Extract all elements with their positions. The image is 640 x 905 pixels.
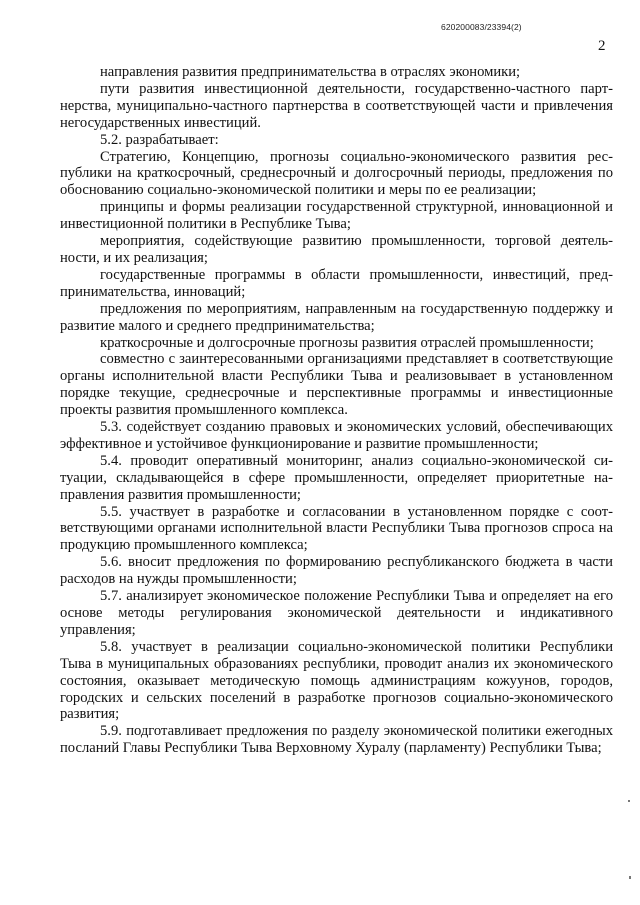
paragraph: пути развития инвестиционной деятельности, государственно-частного партнерства, муниципально-частного партнерства в соответствующей части и привлечения негосударственных инвестиций. (60, 80, 613, 131)
document-body (60, 64, 613, 757)
paragraph: 5.6. вносит предложения по формированию республиканского бюджета в части расходов на нужды промышленности; (60, 554, 613, 588)
paragraph: предложения по мероприятиям, направленным на государственную поддержку и развитие малого и среднего предпринимательства; (60, 300, 613, 334)
paragraph: 5.3. содействует созданию правовых и экономических условий, обеспечивающих эффективное и устойчивое функционирование и развитие промышленности; (60, 419, 613, 452)
scan-mark (628, 800, 630, 802)
paragraph: краткосрочные и долгосрочные прогнозы развития отраслей промышленности; (100, 334, 594, 351)
paragraph: 5.2. разрабатывает: (100, 131, 219, 148)
paragraph: государственные программы в области промышленности, инвестиций, предпринимательства, инноваций; (60, 266, 613, 300)
paragraph: 5.9. подготавливает предложения по разделу экономической политики ежегодных посланий Главы Республики Тыва Верховному Хуралу (парламенту) Республики Тыва; (60, 723, 613, 757)
paragraph: Стратегию, Концепцию, прогнозы социально-экономического развития республики на краткосрочный, среднесрочный и долгосрочный периоды, предложения по обоснованию социально-экономической политики и меры по ее реализации; (60, 148, 613, 199)
paragraph: принципы и формы реализации государственной структурной, инновационной и инвестиционной политики в Республике Тыва; (60, 199, 613, 233)
document-number: 620200083/23394(2) (441, 22, 522, 32)
paragraph: 5.8. участвует в реализации социально-экономической политики Республики Тыва в муниципальных образованиях республики, проводит анализ их экономического состояния, оказывает методическую помощь администрациям кожуунов, городов, городских и сельских поселений в разработке прогнозов социально-экономического развития; (60, 638, 613, 723)
paragraph: 5.5. участвует в разработке и согласовании в установленном порядке с соответствующими органами исполнительной власти Республики Тыва прогнозов спроса на продукцию промышленного комплекса; (60, 503, 613, 554)
paragraph: совместно с заинтересованными организациями представляет в соответствующие органы исполнительной власти Республики Тыва и реализовывает в установленном порядке текущие, среднесрочные и перспективные программы и инвестиционные проекты развития промышленного комплекса. (60, 351, 613, 419)
paragraph: мероприятия, содействующие развитию промышленности, торговой деятельности, и их реализация; (60, 233, 613, 266)
scan-mark (629, 876, 631, 879)
paragraph: 5.4. проводит оперативный мониторинг, анализ социально-экономической ситуации, складывающейся в сфере промышленности, определяет приоритетные направления развития промышленности; (60, 452, 613, 503)
paragraph: 5.7. анализирует экономическое положение Республики Тыва и определяет на его основе методы регулирования экономической деятельности и индикативного управления; (60, 588, 613, 638)
page-number: 2 (598, 38, 606, 54)
paragraph: направления развития предпринимательства в отраслях экономики; (100, 64, 521, 80)
